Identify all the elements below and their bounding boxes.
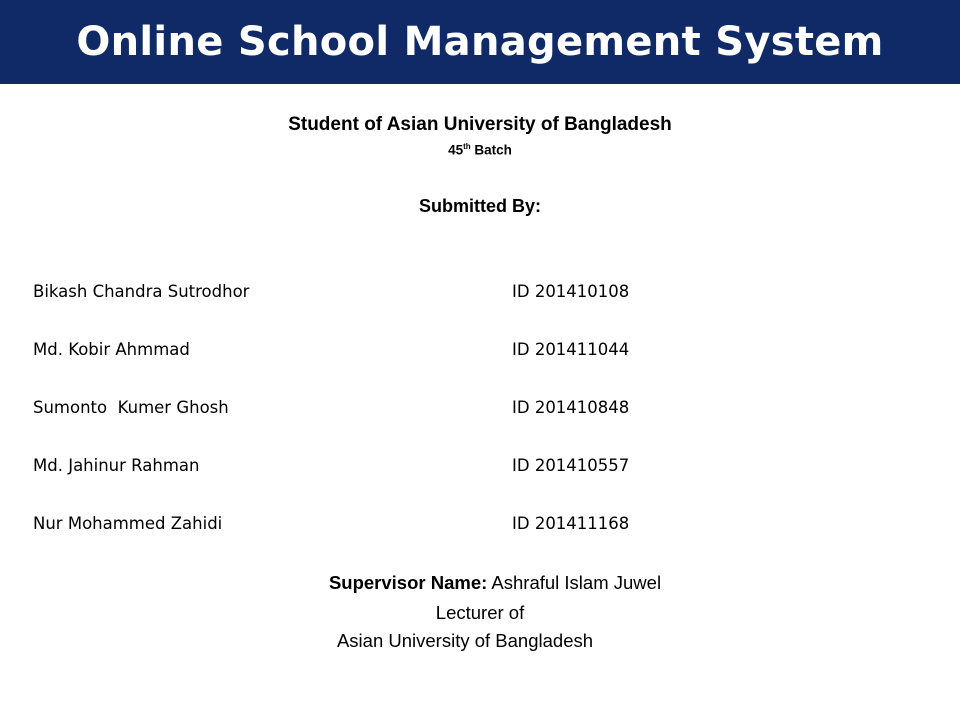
title-banner [0, 0, 960, 84]
batch-label: Batch [474, 142, 512, 158]
member-id: ID 201411044 [512, 340, 630, 359]
member-name: Nur Mohammed Zahidi [33, 514, 223, 533]
member-name: Md. Jahinur Rahman [33, 456, 200, 475]
supervisor-name: Ashraful Islam Juwel [491, 572, 662, 593]
member-list [33, 282, 733, 572]
supervisor-institution [0, 630, 960, 652]
supervisor-line [0, 572, 960, 594]
member-name: Sumonto Kumer Ghosh [33, 398, 229, 417]
batch-number: 45 [448, 142, 464, 158]
batch-line [0, 142, 960, 158]
supervisor-label: Supervisor Name: [328, 572, 488, 593]
member-name: Md. Kobir Ahmmad [33, 340, 190, 359]
page-title: Online School Management System [76, 19, 884, 65]
member-id: ID 201410557 [512, 456, 630, 475]
member-row [33, 456, 733, 514]
university-subtitle: Student of Asian University of Bangladesh [288, 114, 672, 135]
batch-suffix: th [463, 142, 471, 151]
member-id: ID 201410848 [512, 398, 630, 417]
member-row [33, 398, 733, 456]
member-name: Bikash Chandra Sutrodhor [33, 282, 250, 301]
member-row [33, 514, 733, 572]
supervisor-title-text: Lecturer of [435, 602, 525, 623]
member-id: ID 201410108 [512, 282, 630, 301]
member-row [33, 282, 733, 340]
member-id: ID 201411168 [512, 514, 630, 533]
submitted-by-heading: Submitted By: [418, 196, 541, 216]
member-row [33, 340, 733, 398]
supervisor-institution-text: Asian University of Bangladesh [336, 630, 594, 651]
supervisor-title [0, 602, 960, 624]
